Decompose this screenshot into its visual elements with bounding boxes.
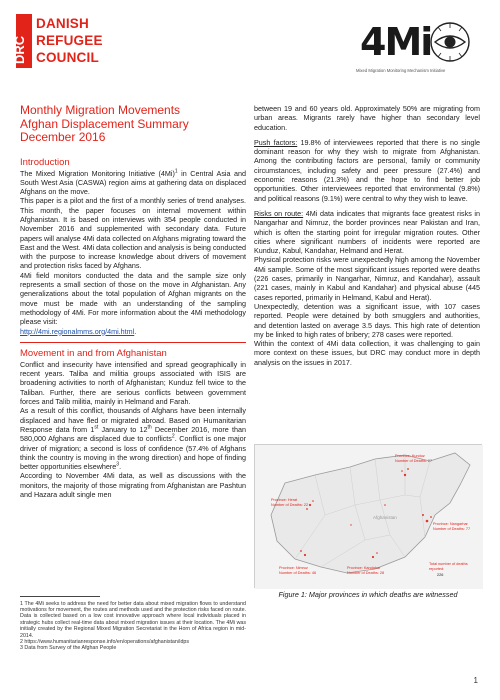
intro-paragraph-1: The Mixed Migration Monitoring Initiative $(4Mi)^1$ in Central Asia and South West Asia (CASWA) region aims at gathering data on displaced Afghans on the move. [20,168,246,197]
drc-logo-mark [12,14,32,68]
context-paragraph: Within the context of 4Mi data collection, it was challenging to gain more context on these issues, but DRC may conduct more in depth analysis on the issues in 2017. [254,339,480,367]
drc-line-1: DANISH [36,16,89,31]
label-herat-deaths: Number of Deaths: 22 [271,503,309,507]
label-herat-province: Province: Herat [271,498,298,502]
label-kandahar-province: Province: Kandahar [347,566,381,570]
movement-paragraph-2: As a result of this conflict, thousands of Afghans have been internally displaced and have fled or migrated abroad. Based on Humanitarian Response data from 1st January to 12th December 2016, more than 580,000 Afghans are displaced due to conflicts$^2$. Conflict is one major driver of migration; a second is loss of confidence (57.4% of Afghans think the country is moving in the wrong direction) and hope of finding better opportunities elsewhere$^3$. [20,406,247,472]
label-total-line-1: Total number of deaths [429,562,468,566]
label-nangarhar-deaths: Number of Deaths: 77 [433,527,471,531]
document-title [20,104,246,145]
label-nangarhar-province: Province: Nangarhar [433,522,468,526]
label-nimruz-province: Province: Nimruz [279,566,308,570]
footnote-2: 2 https://www.humanitarianresponse.info/en/operations/afghanistan/idps [20,639,190,646]
physical-risks-paragraph: Physical protection risks were unexpectedly high among the November 4Mi sample. Some of the most significant issues reported were deaths (226 cases, primarily in Nangarhar, Nimruz, and Kandahar), assault (221 cases, mainly in Kabul and Kandahar) and physical abuse (445 cases reported, primarily in Helmand, Kabul and Herat). [254,255,480,302]
title-line-1: Monthly Migration Movements [20,103,181,117]
risks-label: Risks on route: [254,208,304,218]
drc-line-3: COUNCIL [36,50,99,65]
title-line-2: Afghan Displacement Summary [20,116,189,131]
page-number: 1 [473,676,478,685]
label-nimruz-deaths: Number of Deaths: 46 [279,571,317,575]
label-total-line-2: reported: [429,567,445,571]
drc-logo [12,14,136,70]
label-kunduz-province: Province: Kunduz [395,454,425,458]
footnote-3: 3 Data from Survey of the Afghan People [20,645,117,652]
4mi-logo-subtitle: Mixed Migration Monitoring Mechanism Initiative [356,68,446,73]
figure-caption: Figure 1: Major provinces in which deaths are witnessed [278,590,458,599]
intro-heading: Introduction [20,156,70,168]
label-kandahar-deaths: Number of Deaths: 28 [347,571,385,575]
left-column [20,104,246,499]
right-column [254,104,480,367]
movement-paragraph-3: According to November 4Mi data, as well as discussions with the monitors, the majority of those migrating from Afghanistan are Pashtun and Hazara adult single men [20,471,246,499]
section-divider [20,342,246,343]
push-factors-label: Push factors: [254,137,298,147]
footnote-1: 1 The 4Mi seeks to address the need for better data about mixed migration flows to understand motivations for movement, the routes and methods used and the protection risks faced on route. Data is collected based on a low cost innovative approach where local individuals placed in strategic hubs collect real-time data about mixed migration issues at their location. The 4Mi was initially created by the Regional Mixed Migration Secretariat in the Horn of Africa region in mid-2014. [20,600,246,639]
label-total-value: 226 [437,573,444,577]
map-svg [255,445,483,589]
intro-paragraph-3: 4Mi field monitors conducted the data and the sample size only represents a small section of those on the move in Afghanistan. Any generalizations about the total population of Afghan migrants on the move must be made with an understanding of the sampling methodology of 4Mi. For more information about the 4Mi methodology please visit: http://4mi.regionalmms.org/4mi.html. [20,270,246,336]
label-kunduz-deaths: Number of Deaths: 27 [395,459,433,463]
eye-icon [428,20,472,64]
drc-mark-glyph [12,14,32,68]
deaths-map [254,444,482,588]
risks-paragraph: Risks on route: 4Mi data indicates that migrants face greatest risks in Nangarhar and Nimruz, the border provinces near Pakistan and Iran, which is often the starting point for irregular migration routes. Other cities where significant numbers of incidents were reported are Kunduz, Kabul, Kandahar, Helmand and Herat. [254,208,480,256]
footnotes [20,596,246,652]
intro-paragraph-2: This paper is a pilot and the first of a monthly series of trend analyses. This month, the paper focuses on internal movement within Afghanistan. It is based on interviews with 354 people conducted in November 2016 and supplemented with secondary data. Future papers will analyse 4Mi data collected on Afghans migrating toward the East and the West. 4Mi data collection and analysis is being conducted with the purpose to increase knowledge about drivers of movement and protection risks faced by Afghans. [20,196,247,271]
footnote-rule [20,596,100,597]
demographics-paragraph: between 19 and 60 years old. Approximately 50% are migrating from urban areas. Migrants rarely have higher than secondary level education. [254,104,480,132]
detention-paragraph: Unexpectedly, detention was a significant issue, with 107 cases reported. People were detained by both smugglers and authorities, and detention lasted on average 3.5 days. This high rate of detention my be linked to high rates of bribery; 278 cases were reported. [254,301,480,339]
push-factors-paragraph: Push factors: 19.8% of interviewees reported that there is no single dominant reason for why they wish to migrate from Afghanistan. Among the contributing factors are personal, family or community circumstances, including safety and peer pressure (27.4%) and economic reasons (21.3%) and the hope to find better job opportunities. Other interviewees reported that environmental (9.8%) and political reasons (9.1%) were central to why they wish to leave. [254,137,480,203]
methodology-link[interactable]: http://4mi.regionalmms.org/4mi.html [20,326,135,336]
movement-paragraph-1: Conflict and insecurity have intensified and spread geographically in recent years. Taliba and militia groups associated with ISIS are broadening activities to north of Afghanistan; Kunduz fell twice to the Taliban. Further, there are serious conflicts between government forces and Talib militia, mainly in Helmand and Farah. [20,359,246,407]
title-line-3: December 2016 [20,130,106,144]
movement-heading: Movement in and from Afghanistan [20,347,167,359]
4mi-logo [352,12,482,82]
4mi-logo-text: 4Mi [360,20,432,64]
map-country-label: Afghanistan [373,515,397,520]
drc-logo-text [36,15,103,66]
drc-line-2: REFUGEE [36,33,103,48]
drc-mark-text: DRC [12,35,27,64]
